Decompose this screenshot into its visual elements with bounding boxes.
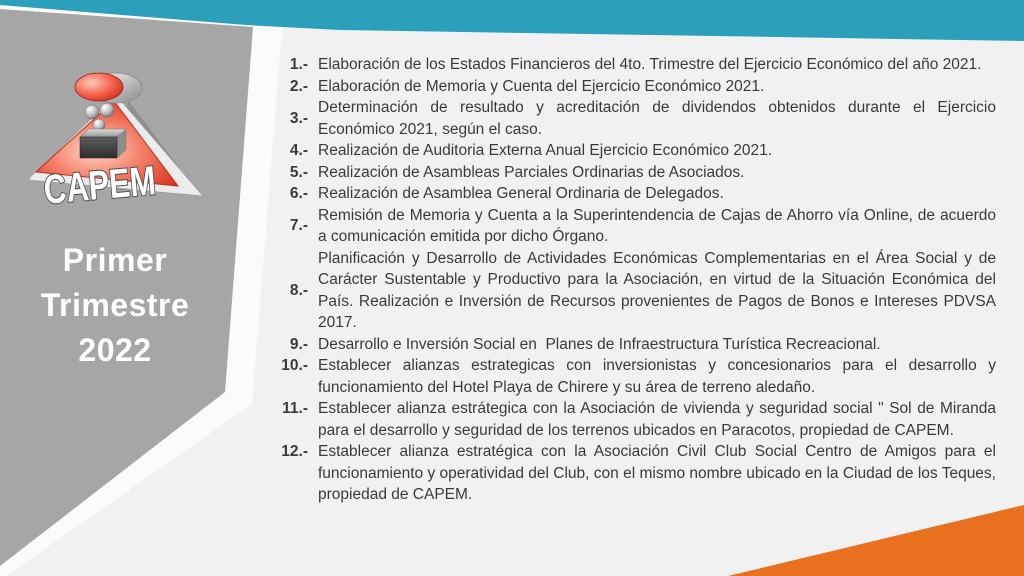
- list-item: [270, 162, 996, 184]
- item-text: Determinación de resultado y acreditación de dividendos obtenidos durante el Ejercicio Económico 2021, según el caso.: [318, 99, 996, 138]
- item-text: Elaboración de los Estados Financieros del 4to. Trimestre del Ejercicio Económico del año 2021.: [318, 56, 982, 73]
- item-number: 7.-: [289, 217, 308, 235]
- item-number: 3.-: [289, 109, 308, 127]
- list-item: [270, 54, 996, 76]
- list-item: [270, 183, 996, 205]
- item-number: 12.-: [281, 443, 308, 460]
- logo-text: CAPEM: [41, 154, 194, 213]
- item-number: 4.-: [289, 142, 308, 159]
- item-text: Planificación y Desarrollo de Actividades Económicas Complementarias en el Área Social y de Carácter Sustentable y Productivo para la Asociación, en virtud de la Situación Económica del País. Realización e Inversión de Recursos provenientes de Pagos de Bonos e Intereses PDVSA 2017.: [318, 249, 996, 331]
- list-item: [270, 248, 996, 334]
- logo-sphere-icon: [100, 103, 114, 117]
- item-number: 9.-: [289, 335, 308, 353]
- logo-box-front: [80, 137, 117, 158]
- item-text: Establecer alianza estrátegica con la Asociación de vivienda y seguridad social " Sol de Miranda para el desarrollo y seguridad de los terrenos ubicados en Paracotos, propiedad de CAPEM.: [318, 400, 996, 439]
- item-number: 1.-: [289, 56, 308, 73]
- list-item: [270, 355, 996, 398]
- item-text: Desarrollo e Inversión Social en Planes de Infraestructura Turística Recreacional.: [318, 335, 881, 353]
- list-item: [270, 205, 996, 248]
- title-line-3: 2022: [78, 332, 152, 368]
- item-number: 10.-: [281, 357, 308, 374]
- item-text: Establecer alianza estratégica con la Asociación Civil Club Social Centro de Amigos para el funcionamiento y operatividad del Club, con el mismo nombre ubicado en la Ciudad de los Teques, propiedad de CAPEM.: [318, 443, 996, 503]
- capem-logo: [30, 52, 215, 222]
- list-item: [270, 334, 996, 356]
- item-number: 2.-: [289, 77, 308, 95]
- item-text: Elaboración de Memoria y Cuenta del Ejercicio Económico 2021.: [318, 77, 765, 95]
- orange-corner-triangle: [728, 505, 1024, 576]
- item-number: 8.-: [289, 281, 308, 299]
- item-text: Realización de Asambleas Parciales Ordinarias de Asociados.: [318, 163, 745, 181]
- agenda-list: [270, 54, 996, 506]
- list-item: [270, 76, 996, 98]
- item-text: Realización de Asamblea General Ordinaria de Delegados.: [318, 185, 724, 202]
- item-number: 6.-: [289, 185, 308, 202]
- quarter-title: [22, 238, 208, 373]
- list-item: [270, 398, 996, 441]
- list-item: [270, 441, 996, 506]
- item-text: Realización de Auditoria Externa Anual Ejercicio Económico 2021.: [318, 142, 773, 159]
- item-number: 5.-: [289, 163, 308, 181]
- title-line-1: Primer: [62, 242, 168, 278]
- logo-ellipse-front: [75, 73, 123, 101]
- item-text: Remisión de Memoria y Cuenta a la Superintendencia de Cajas de Ahorro vía Online, de acuerdo a comunicación emitida por dicho Órgano.: [318, 206, 996, 245]
- item-text: Establecer alianzas estrategicas con inversionistas y concesionarios para el desarrollo y funcionamiento del Hotel Playa de Chirere y su área de terreno aledaño.: [318, 357, 996, 396]
- logo-sphere-icon: [85, 105, 99, 119]
- list-item: [270, 97, 996, 140]
- item-number: 11.-: [282, 400, 308, 417]
- list-item: [270, 140, 996, 162]
- title-line-2: Trimestre: [40, 287, 190, 323]
